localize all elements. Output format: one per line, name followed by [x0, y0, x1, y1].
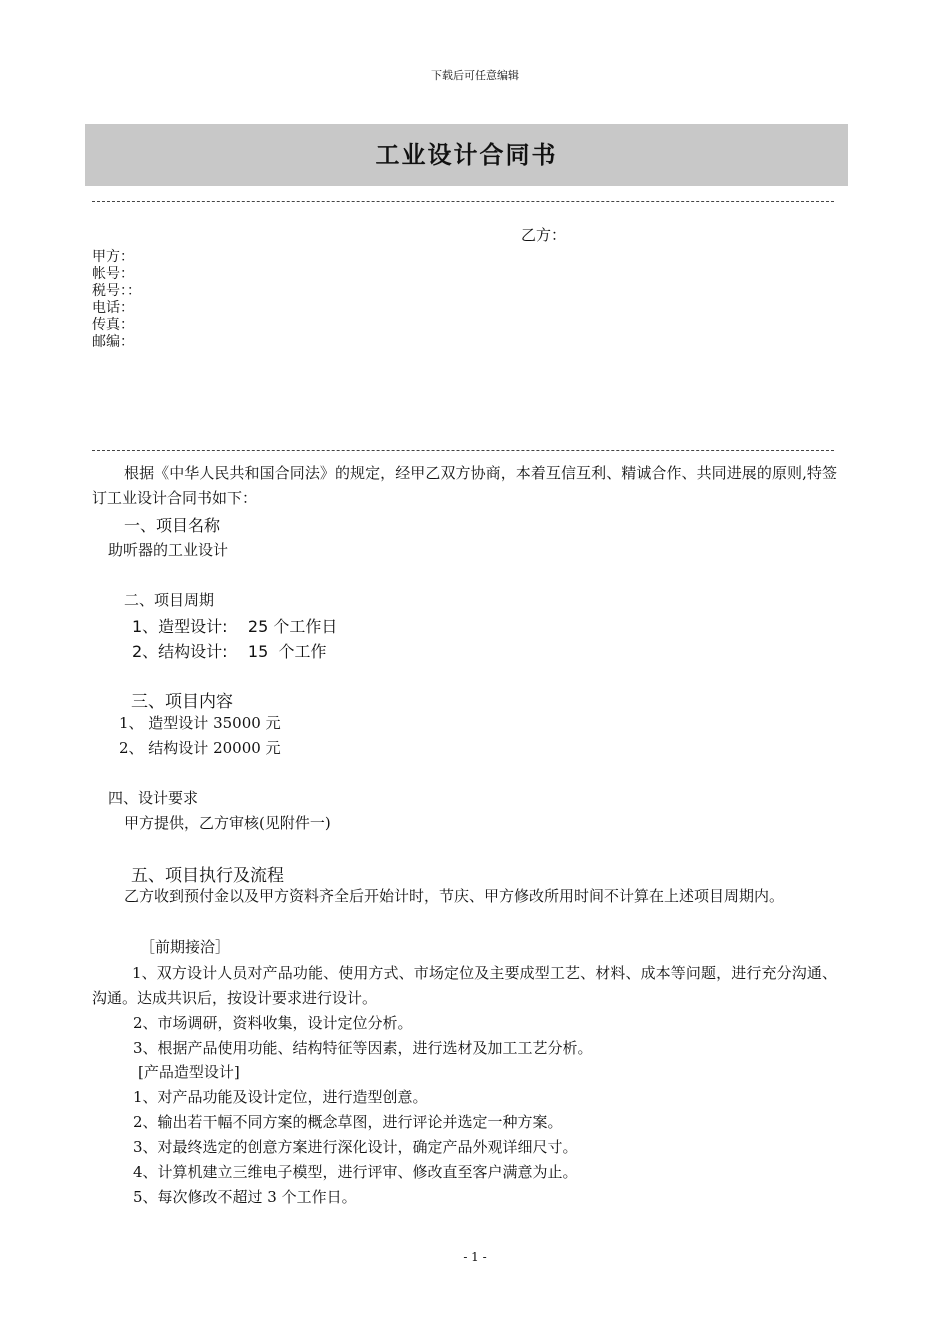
party-a-field: 帐号：: [92, 266, 134, 282]
party-a-field: 电话：: [92, 300, 134, 316]
design-step: 5、每次修改不超过 3 个工作日。: [133, 1188, 357, 1206]
section-3-heading: 三、项目内容: [131, 692, 233, 712]
design-step: 4、计算机建立三维电子模型，进行评审、修改直至客户满意为止。: [133, 1163, 578, 1181]
page-number: - 1 -: [463, 1250, 487, 1264]
section-1-content: 助听器的工业设计: [108, 541, 229, 559]
design-step: 3、对最终选定的创意方案进行深化设计，确定产品外观详细尺寸。: [133, 1138, 578, 1156]
party-a-field: 邮编：: [92, 334, 134, 350]
pre-step: 3、根据产品使用功能、结构特征等因素，进行选材及加工工艺分析。: [133, 1039, 593, 1057]
section-4-content: 甲方提供，乙方审核(见附件一): [124, 814, 331, 832]
section-1-heading: 一、项目名称: [124, 516, 221, 535]
party-a-field: 传真：: [92, 317, 134, 333]
section-2-item: 2、结构设计: 15 个工作: [132, 642, 327, 661]
section-5-heading: 五、项目执行及流程: [131, 866, 284, 886]
section-4-heading: 四、设计要求: [108, 789, 199, 807]
section-3-item: 1、 造型设计 35000 元: [119, 714, 281, 732]
divider-middle: [92, 450, 834, 451]
section-3-item: 2、 结构设计 20000 元: [119, 739, 281, 757]
party-a-field: 税号：：: [92, 283, 141, 299]
document-title: 工业设计合同书: [375, 141, 558, 169]
party-a-field: 甲方：: [92, 249, 134, 265]
party-b-label: 乙方：: [521, 226, 567, 244]
phase-label-pre: ［前期接洽］: [140, 938, 231, 956]
section-5-intro: 乙方收到预付金以及甲方资料齐全后开始计时，节庆、甲方修改所用时间不计算在上述项目周期内。: [124, 887, 785, 905]
section-2-heading: 二、项目周期: [124, 591, 215, 609]
pre-step: 1、双方设计人员对产品功能、使用方式、市场定位及主要成型工艺、材料、成本等问题，进行充分沟通、沟通。达成共识后，按设计要求进行设计。: [92, 964, 837, 1007]
phase-label-design: [产品造型设计]: [138, 1063, 240, 1081]
pre-step: 2、市场调研，资料收集，设计定位分析。: [133, 1014, 413, 1032]
design-step: 1、对产品功能及设计定位，进行造型创意。: [133, 1088, 428, 1106]
header-note: 下载后可任意编辑: [431, 69, 519, 82]
divider-top: [92, 201, 834, 202]
design-step: 2、输出若干幅不同方案的概念草图，进行评论并选定一种方案。: [133, 1113, 563, 1131]
intro-paragraph: 根据《中华人民共和国合同法》的规定，经甲乙双方协商，本着互信互利、精诚合作、共同进展的原则,特签订工业设计合同书如下：: [92, 464, 837, 507]
section-2-item: 1、造型设计: 25 个工作日: [132, 617, 338, 636]
